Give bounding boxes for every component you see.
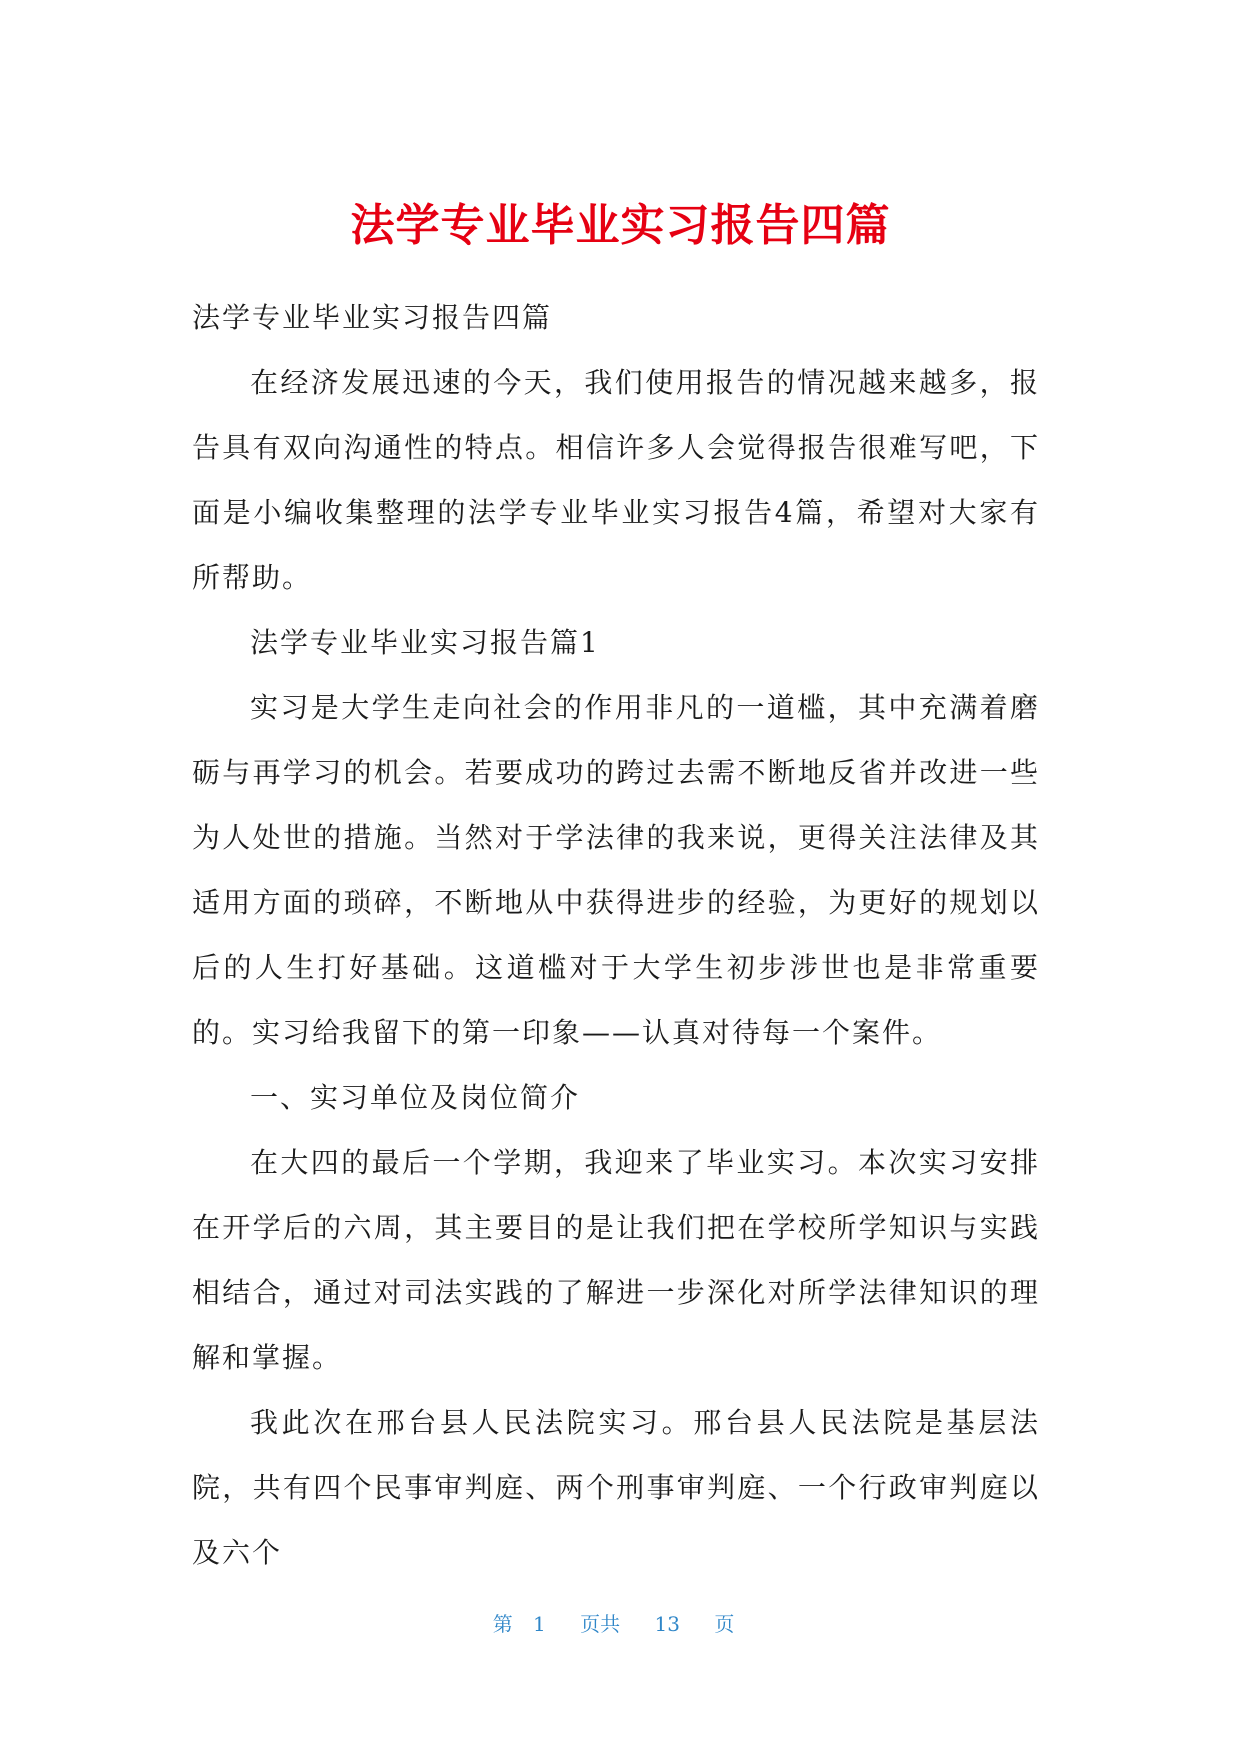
page-footer [0,1610,1241,1638]
paragraph-subheading: 一、实习单位及岗位简介 [250,1081,581,1114]
paragraph-body: 我此次在邢台县人民法院实习。邢台县人民法院是基层法院，共有四个民事审判庭、两个刑事审判庭、一个行政审判庭以及六个 [192,1406,1040,1569]
paragraph-body: 在大四的最后一个学期，我迎来了毕业实习。本次实习安排在开学后的六周，其主要目的是让我们把在学校所学知识与实践相结合，通过对司法实践的了解进一步深化对所学法律知识的理解和掌握。 [192,1146,1040,1374]
paragraph-body: 实习是大学生走向社会的作用非凡的一道槛，其中充满着磨砺与再学习的机会。若要成功的跨过去需不断地反省并改进一些为人处世的措施。当然对于学法律的我来说，更得关注法律及其适用方面的琐碎，不断地从中获得进步的经验，为更好的规划以后的人生打好基础。这道槛对于大学生初步涉世也是非常重要的。实习给我留下的第一印象——认真对待每一个案件。 [192,691,1040,1049]
footer-middle: 页共 [580,1612,621,1636]
paragraph-subtitle: 法学专业毕业实习报告四篇 [192,301,553,334]
footer-current-page: 1 [533,1612,546,1636]
document-title: 法学专业毕业实习报告四篇 [350,200,891,251]
footer-prefix: 第 [492,1612,513,1636]
paragraph-intro: 在经济发展迅速的今天，我们使用报告的情况越来越多，报告具有双向沟通性的特点。相信许多人会觉得报告很难写吧，下面是小编收集整理的法学专业毕业实习报告4篇，希望对大家有所帮助。 [192,366,1040,594]
footer-total-pages: 13 [654,1612,680,1636]
document-body [192,285,1040,1585]
paragraph-section-heading: 法学专业毕业实习报告篇1 [250,626,600,659]
footer-suffix: 页 [714,1612,735,1636]
